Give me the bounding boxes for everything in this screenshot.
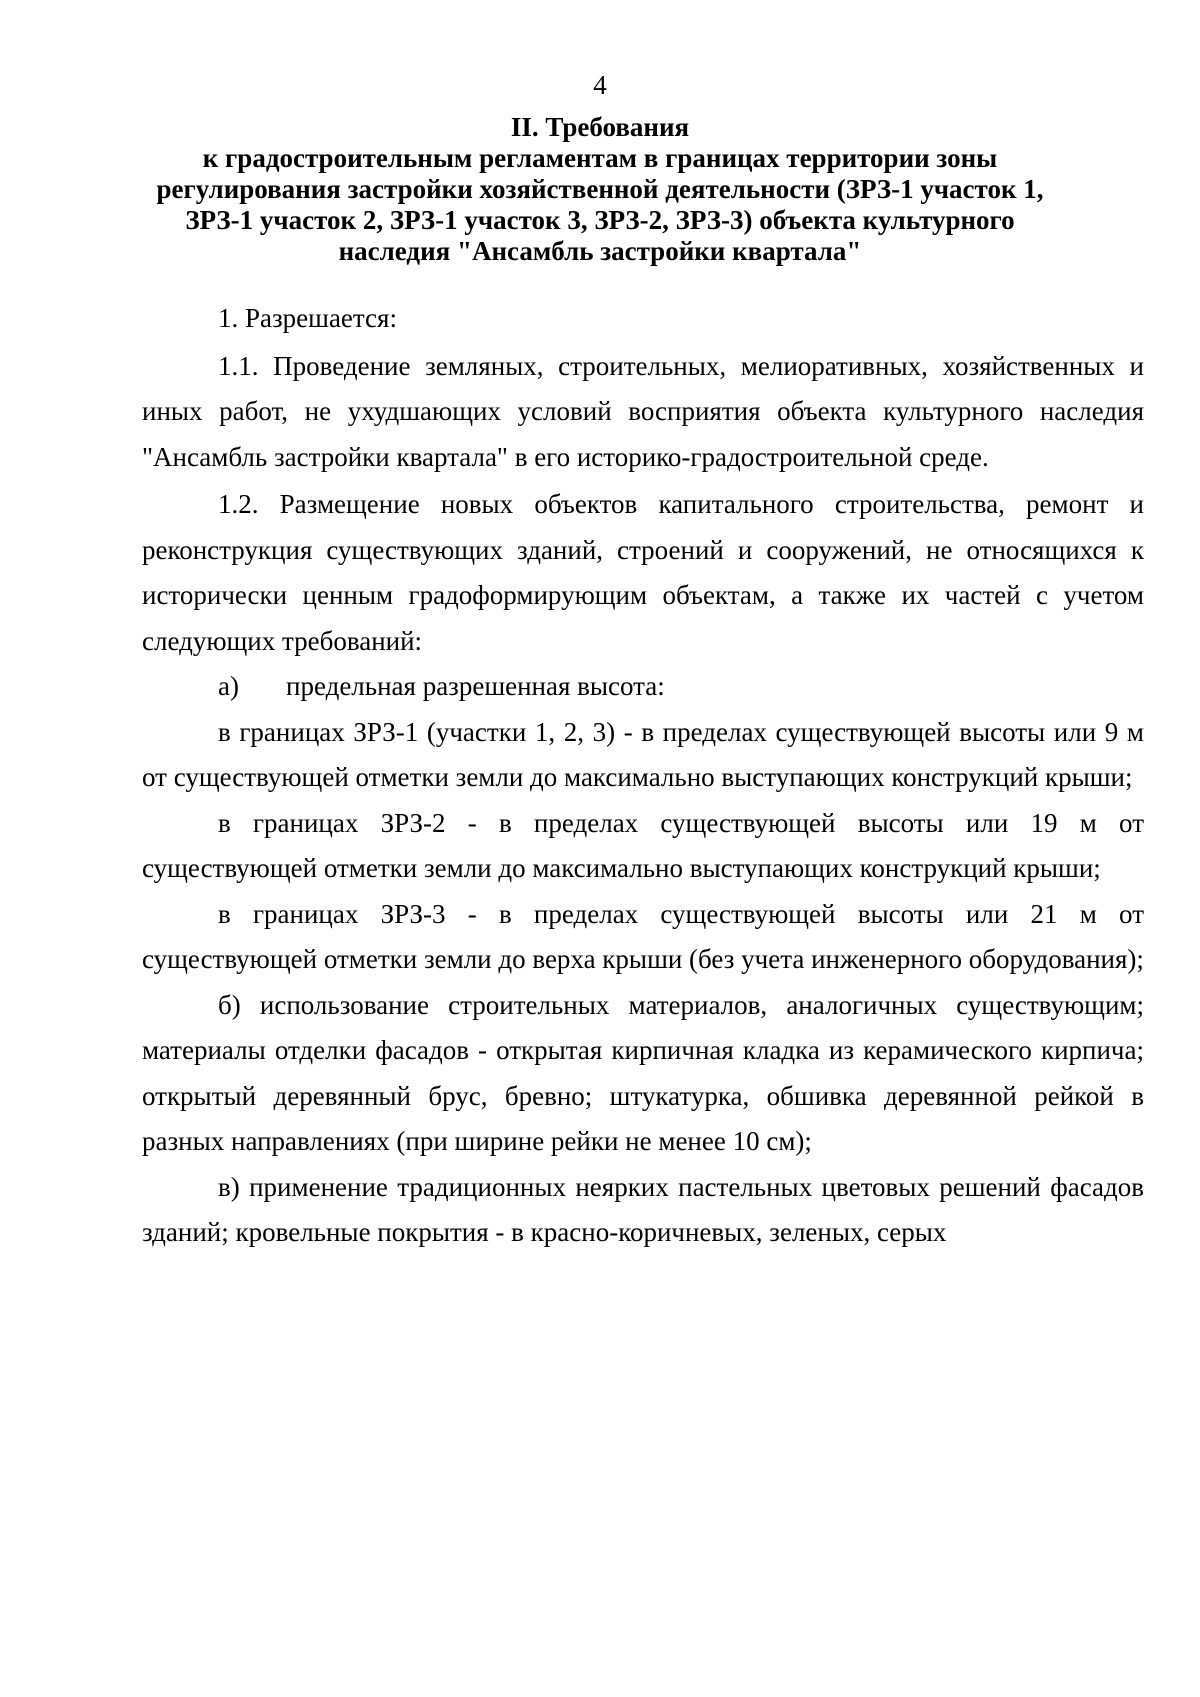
paragraph-1: 1. Разрешается: [218, 303, 397, 333]
section-heading-line: II. Требования [510, 112, 690, 142]
subitem-a-marker: а) [218, 671, 239, 701]
subitem-a [142, 664, 1144, 710]
paragraph-1-2: 1.2. Размещение новых объектов капитального строительства, ремонт и реконструкция существующих зданий, строений и сооружений, не относящихся к исторически ценным градоформирующим объектам, а также их частей с учетом следующих требований: [142, 489, 1144, 656]
paragraph-zrz3-height: в границах ЗРЗ-3 - в пределах существующей высоты или 21 м от существующей отметки земли до верха крыши (без учета инженерного оборудования); [142, 898, 1144, 974]
document-body [142, 296, 1144, 1256]
paragraph-zrz2-height: в границах ЗРЗ-2 - в пределах существующей высоты или 19 м от существующей отметки земли до максимально выступающих конструкций крыши; [142, 807, 1144, 883]
subitem-b: б) использование строительных материалов, аналогичных существующим; материалы отделки фасадов - открытая кирпичная кладка из керамического кирпича; открытый деревянный брус, бревно; штукатурка, обшивка деревянной рейкой в разных направлениях (при ширине рейки не менее 10 см); [142, 989, 1144, 1156]
section-heading-line: наследия "Ансамбль застройки квартала" [338, 236, 862, 266]
paragraph-zrz1-height: в границах ЗРЗ-1 (участки 1, 2, 3) - в пределах существующей высоты или 9 м от существующей отметки земли до максимально выступающих конструкций крыши; [142, 716, 1144, 792]
subitem-a-text: предельная разрешенная высота: [286, 671, 665, 701]
subitem-v: в) применение традиционных неярких пастельных цветовых решений фасадов зданий; кровельные покрытия - в красно-коричневых, зеленых, серых [142, 1171, 1144, 1247]
section-heading-line: регулирования застройки хозяйственной деятельности (ЗРЗ-1 участок 1, [156, 174, 1044, 204]
section-heading [130, 112, 1070, 267]
section-heading-line: к градостроительным регламентам в границах территории зоны [202, 143, 998, 173]
section-heading-line: ЗРЗ-1 участок 2, ЗРЗ-1 участок 3, ЗРЗ-2, ЗРЗ-3) объекта культурного [185, 205, 1015, 235]
page-number: 4 [593, 70, 607, 100]
paragraph-1-1: 1.1. Проведение земляных, строительных, мелиоративных, хозяйственных и иных работ, не ухудшающих условий восприятия объекта культурного наследия "Ансамбль застройки квартала" в его историко-градостроительной среде. [142, 350, 1144, 472]
